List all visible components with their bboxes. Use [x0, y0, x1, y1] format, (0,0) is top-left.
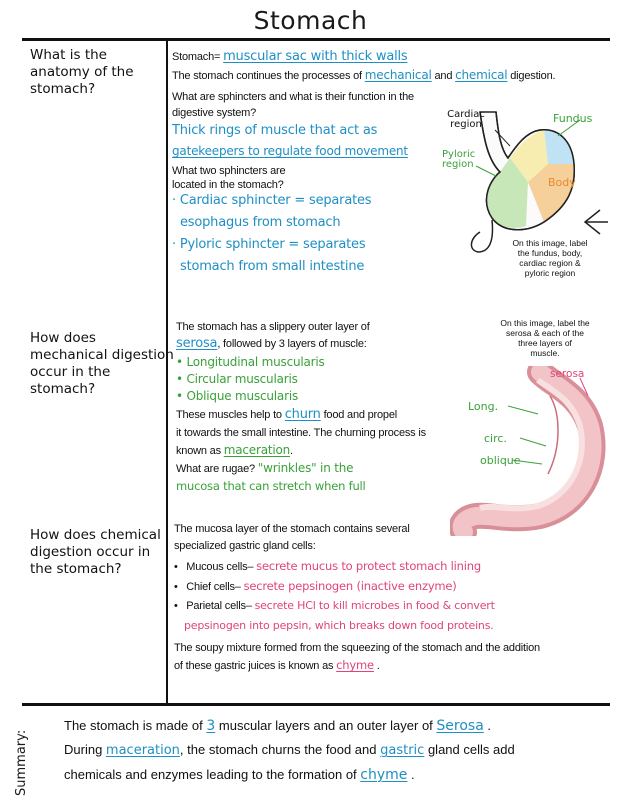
- mechanical-notes: The stomach has a slippery outer layer of serosa, followed by 3 layers of muscle: • Longitudinal muscularis • Circular muscularis • Oblique muscularis These muscles help to churn food and propel it towards the small intestine. The churning process is known as maceration. What are rugae? "wrinkles" in the mucosa that can stretch when full: [176, 321, 426, 493]
- label-circular: circ.: [484, 432, 507, 445]
- label-cardiac-region: Cardiac region: [447, 109, 485, 130]
- label-longitudinal: Long.: [468, 400, 499, 413]
- question-chemical: How does chemical digestion occur in the stomach?: [30, 527, 161, 577]
- label-fundus: Fundus: [553, 112, 593, 125]
- page-title: Stomach: [253, 6, 368, 35]
- top-rule: [22, 38, 610, 41]
- question-anatomy: What is the anatomy of the stomach?: [30, 47, 134, 97]
- label-body: Body: [548, 176, 576, 189]
- question-mechanical: How does mechanical digestion occur in the stomach?: [30, 330, 174, 397]
- stomach-layers-diagram: [450, 366, 610, 536]
- summary-text: The stomach is made of 3 muscular layers and an outer layer of Serosa . During maceration, the stomach churns the food and gastric gland cells add chemicals and enzymes leading to the formation of chyme .: [64, 718, 515, 783]
- anatomy-notes: Stomach= muscular sac with thick walls The stomach continues the processes of mechanical and chemical digestion. What are sphincters and what is their function in the digestive system? Thick rings of muscle that act as gatekeepers to regulate food movement What two sphincters are located in the stomach? · Cardiac sphincter = separates esophagus from stomach · Pyloric sphincter = separates stomach from small intestine: [172, 49, 556, 274]
- summary-rule: [22, 703, 610, 706]
- chemical-notes: The mucosa layer of the stomach contains several specialized gastric gland cells: • Mucous cells– secrete mucus to protect stomach lining • Chief cells– secrete pepsinogen (inactive enzyme) • Parietal cells– secrete HCl to kill microbes in food & convert pepsinogen into pepsin, which breaks down food proteins. The soupy mixture formed from the squeezing of the stomach and the addition of these gastric juices is known as chyme .: [174, 523, 540, 672]
- label-oblique: oblique: [480, 454, 521, 467]
- diagram1-caption: On this image, label the fundus, body, cardiac region & pyloric region: [512, 238, 588, 278]
- diagram2-caption: On this image, label the serosa & each of the three layers of muscle.: [500, 318, 590, 358]
- label-serosa: serosa: [550, 368, 585, 380]
- summary-label: Summary:: [14, 729, 29, 796]
- label-pyloric-region: Pyloric region: [442, 149, 476, 170]
